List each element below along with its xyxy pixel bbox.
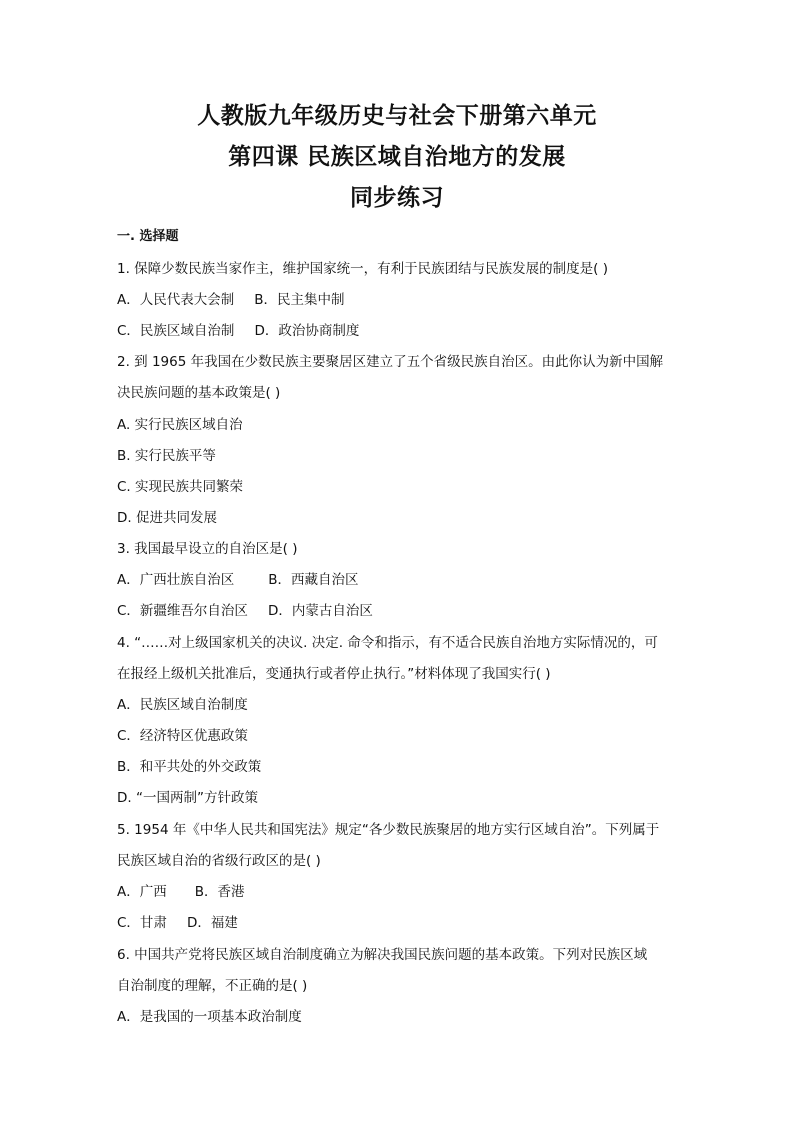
question-1-option-d: D．政治协商制度 [254, 323, 360, 339]
question-3-stem: 3. 我国最早设立的自治区是( ) [117, 541, 298, 557]
question-2-option-d: D. 促进共同发展 [117, 510, 217, 526]
document-title-line-2: 第四课 民族区域自治地方的发展 [228, 143, 566, 170]
question-5-option-c: C．甘肃 [117, 915, 167, 931]
question-3-option-a: A．广西壮族自治区 [117, 572, 235, 588]
question-5-option-b: B．香港 [194, 884, 245, 900]
question-3-option-d: D．内蒙古自治区 [267, 603, 373, 619]
question-1-stem: 1. 保障少数民族当家作主，维护国家统一，有利于民族团结与民族发展的制度是( ) [117, 261, 608, 277]
question-5-options-row-1 [117, 882, 245, 902]
question-3-option-c: C．新疆维吾尔自治区 [117, 603, 248, 619]
question-1-option-c: C．民族区域自治制 [117, 323, 235, 339]
question-4-option-3: B．和平共处的外交政策 [117, 759, 262, 775]
question-5-options-row-2 [117, 913, 238, 933]
question-6-stem-line-2: 自治制度的理解，不正确的是( ) [117, 978, 308, 994]
question-1-option-b: B．民主集中制 [254, 292, 345, 308]
question-5-stem-line-2: 民族区域自治的省级行政区的是( ) [117, 853, 321, 869]
section-heading: 一. 选择题 [117, 229, 179, 244]
question-2-option-b: B. 实行民族平等 [117, 448, 216, 464]
question-1-option-a: A．人民代表大会制 [117, 292, 235, 308]
question-6-stem-line-1: 6. 中国共产党将民族区域自治制度确立为解决我国民族问题的基本政策。下列对民族区域 [117, 947, 648, 963]
question-5-option-d: D．福建 [186, 915, 238, 931]
question-4-stem-line-1: 4. “……对上级国家机关的决议. 决定. 命令和指示，有不适合民族自治地方实际情况的，可 [117, 635, 658, 651]
question-5-option-a: A．广西 [117, 884, 167, 900]
question-2-stem-line-2: 决民族问题的基本政策是( ) [117, 385, 281, 401]
question-2-option-a: A. 实行民族区域自治 [117, 417, 243, 433]
document-title-line-1: 人教版九年级历史与社会下册第六单元 [197, 102, 597, 129]
question-1-options-row-1 [117, 290, 345, 310]
question-4-stem-line-2: 在报经上级机关批准后，变通执行或者停止执行。”材料体现了我国实行( ) [117, 666, 551, 682]
document-title-line-3: 同步练习 [350, 184, 444, 211]
question-6-option-a: A．是我国的一项基本政治制度 [117, 1009, 302, 1025]
question-3-options-row-2 [117, 601, 373, 621]
question-4-option-1: A．民族区域自治制度 [117, 697, 248, 713]
question-4-option-4: D. “一国两制”方针政策 [117, 790, 258, 806]
question-3-option-b: B．西藏自治区 [268, 572, 359, 588]
question-1-options-row-2 [117, 321, 359, 341]
question-2-stem-line-1: 2. 到 1965 年我国在少数民族主要聚居区建立了五个省级民族自治区。由此你认为新中国解 [117, 354, 664, 370]
question-4-option-2: C．经济特区优惠政策 [117, 728, 248, 744]
question-2-option-c: C. 实现民族共同繁荣 [117, 479, 244, 495]
question-5-stem-line-1: 5. 1954 年《中华人民共和国宪法》规定“各少数民族聚居的地方实行区域自治”。下列属于 [117, 822, 660, 838]
question-3-options-row-1 [117, 570, 359, 590]
